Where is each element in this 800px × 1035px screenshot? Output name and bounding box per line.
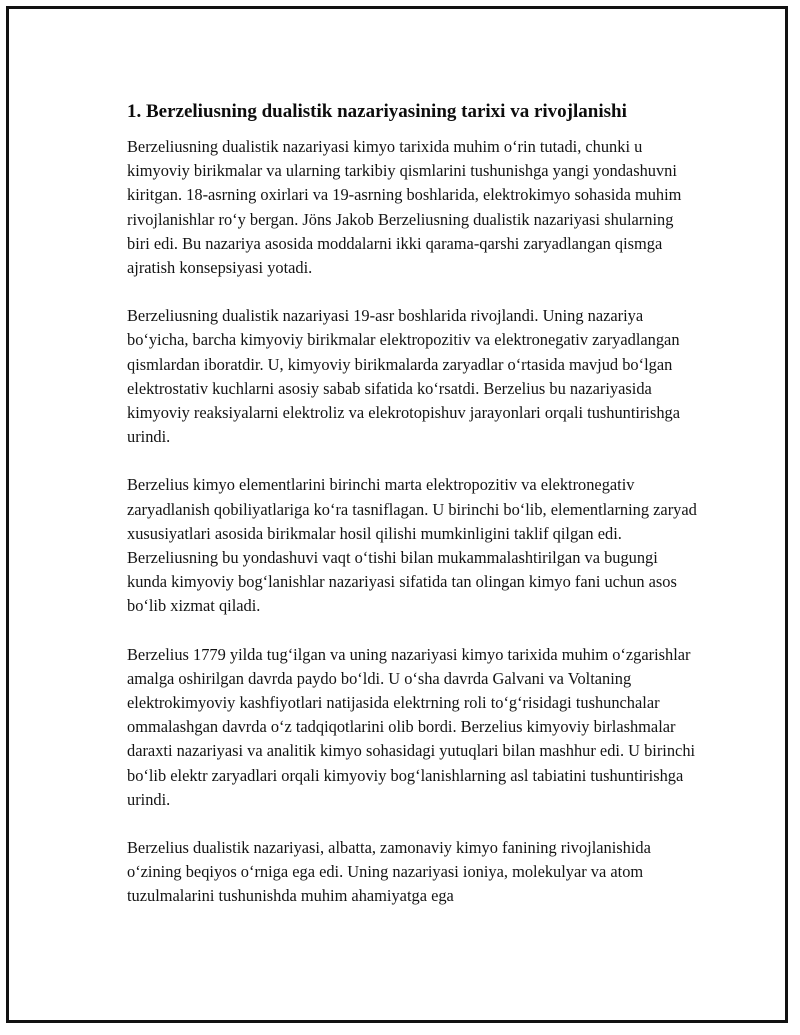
document-page [6,6,788,1023]
paragraph-1: Berzeliusning dualistik nazariyasi kimyo tarixida muhim o‘rin tutadi, chunki u kimyoviy birikmalar va ularning tarkibiy qismlarini tushunishga yangi yondashuvni kiritgan. 18-asrning oxirlari va 19-asrning boshlarida, elektrokimyo sohasida muhim rivojlanishlar ro‘y bergan. Jöns Jakob Berzeliusning dualistik nazariyasi shularning biri edi. Bu nazariya asosida moddalarni ikki qarama-qarshi zaryadlangan qismga ajratish konsepsiyasi yotadi. [127,137,682,278]
paragraph-5: Berzelius dualistik nazariyasi, albatta, zamonaviy kimyo fanining rivojlanishida o‘zining beqiyos o‘rniga ega edi. Uning nazariyasi ioniya, molekulyar va atom tuzulmalarini tushunishda muhim ahamiyatga ega [127,838,651,906]
section-heading: 1. Berzeliusning dualistik nazariyasining tarixi va rivojlanishi [127,101,627,122]
document-body [127,99,697,933]
paragraph-2: Berzeliusning dualistik nazariyasi 19-asr boshlarida rivojlandi. Uning nazariya bo‘yicha, barcha kimyoviy birikmalar elektropozitiv va elektronegativ zaryadlangan qismlardan iboratdir. U, kimyoviy birikmalarda zaryadlar o‘rtasida mavjud bo‘lgan elektrostativ kuchlarni asosiy sabab sifatida ko‘rsatdi. Berzelius bu nazariyasida kimyoviy reaksiyalarni elektroliz va elekrotopishuv jarayonlari orqali tushuntirishga urindi. [127,306,681,447]
paragraph-4: Berzelius 1779 yilda tug‘ilgan va uning nazariyasi kimyo tarixida muhim o‘zgarishlar amalga oshirilgan davrda paydo bo‘ldi. U o‘sha davrda Galvani va Voltaning elektrokimyoviy kashfiyotlari natijasida elektrning roli to‘g‘risidagi tushunchalar ommalashgan davrda o‘z tadqiqotlarini olib bordi. Berzelius kimyoviy birlashmalar daraxti nazariyasi va analitik kimyo sohasidagi yutuqlari bilan mashhur edi. U birinchi bo‘lib elektr zaryadlari orqali kimyoviy bog‘lanishlarning asl tabiatini tushuntirishga urindi. [127,644,696,809]
paragraph-3: Berzelius kimyo elementlarini birinchi marta elektropozitiv va elektronegativ zaryadlanish qobiliyatlariga ko‘ra tasniflagan. U birinchi bo‘lib, elementlarning zaryad xususiyatlari asosida birikmalar hosil qilishi mumkinligini taklif qilgan edi. Berzeliusning bu yondashuvi vaqt o‘tishi bilan mukammalashtirilgan va bugungi kunda kimyoviy bog‘lanishlar nazariyasi sifatida tan olingan kimyo fani uchun asos bo‘lib xizmat qiladi. [127,475,697,616]
